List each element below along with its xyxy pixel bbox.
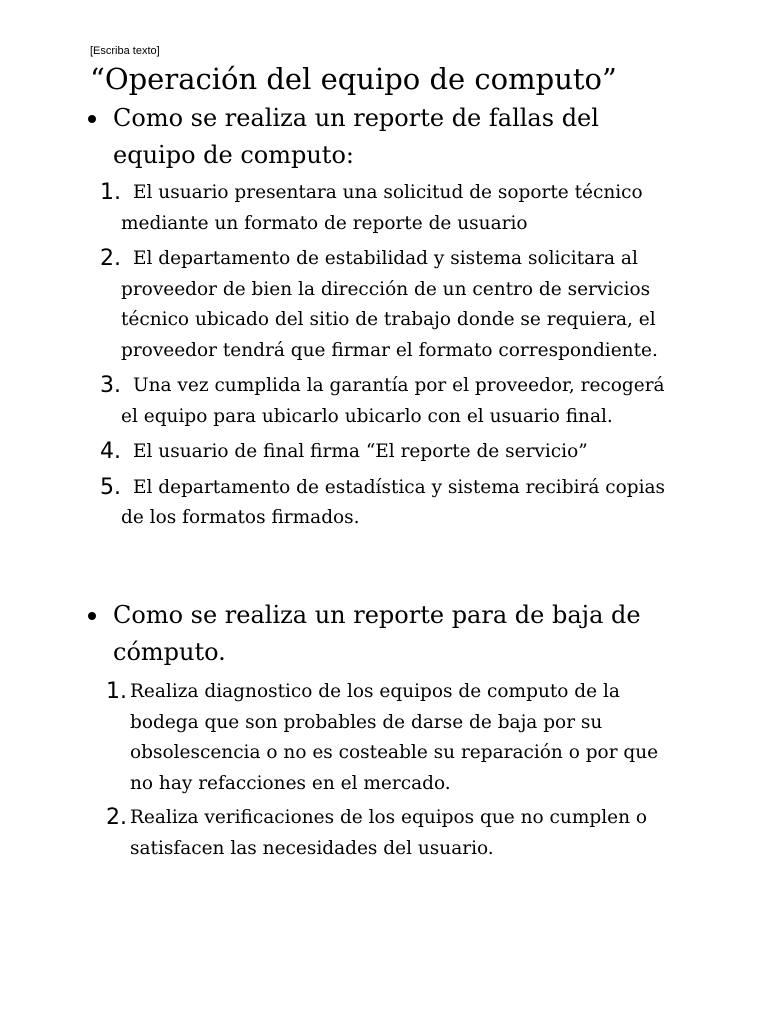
bullet-icon	[88, 612, 96, 620]
list-item	[0, 437, 681, 468]
section-fault-report	[0, 100, 768, 534]
steps-list	[0, 677, 768, 864]
step-number: 4.	[100, 439, 121, 464]
list-item	[0, 244, 681, 366]
list-item	[0, 371, 681, 432]
step-number: 1.	[100, 180, 121, 205]
list-item	[0, 677, 675, 799]
section-heading: Como se realiza un reporte de fallas del equipo de computo:	[113, 104, 599, 169]
steps-list	[0, 178, 768, 534]
section-heading-row	[0, 100, 683, 174]
step-number: 1.	[106, 679, 127, 704]
step-number: 2.	[106, 805, 127, 830]
list-item	[0, 803, 675, 864]
step-number: 3.	[100, 373, 121, 398]
step-text: El departamento de estabilidad y sistema solicitara al proveedor de bien la dirección de un centro de servicios técnico ubicado del sitio de trabajo donde se requiera, el proveedor tendrá que firmar el formato correspondiente.	[121, 248, 658, 361]
step-text: Una vez cumplida la garantía por el proveedor, recogerá el equipo para ubicarlo ubicarlo con el usuario final.	[121, 375, 665, 427]
step-text: El usuario presentara una solicitud de soporte técnico mediante un formato de reporte de usuario	[121, 182, 643, 234]
step-text: Realiza diagnostico de los equipos de computo de la bodega que son probables de darse de baja por su obsolescencia o no es costeable su reparación o por que no hay refacciones en el mercado.	[130, 681, 659, 794]
list-item	[0, 178, 681, 239]
step-text: El usuario de final firma “El reporte de servicio”	[133, 441, 588, 462]
list-item	[0, 473, 681, 534]
step-text: Realiza verificaciones de los equipos que no cumplen o satisfacen las necesidades del usuario.	[130, 807, 647, 859]
step-number: 5.	[100, 474, 121, 500]
section-decommission-report	[0, 597, 768, 864]
section-heading: Como se realiza un reporte para de baja de cómputo.	[113, 601, 641, 666]
section-heading-row	[0, 597, 683, 671]
header-placeholder: [Escriba texto]	[90, 45, 160, 57]
step-number: 2.	[100, 246, 121, 271]
document-title: “Operación del equipo de computo”	[90, 62, 617, 96]
step-text: El departamento de estadística y sistema recibirá copias de los formatos firmados.	[121, 476, 666, 528]
bullet-icon	[88, 115, 96, 123]
